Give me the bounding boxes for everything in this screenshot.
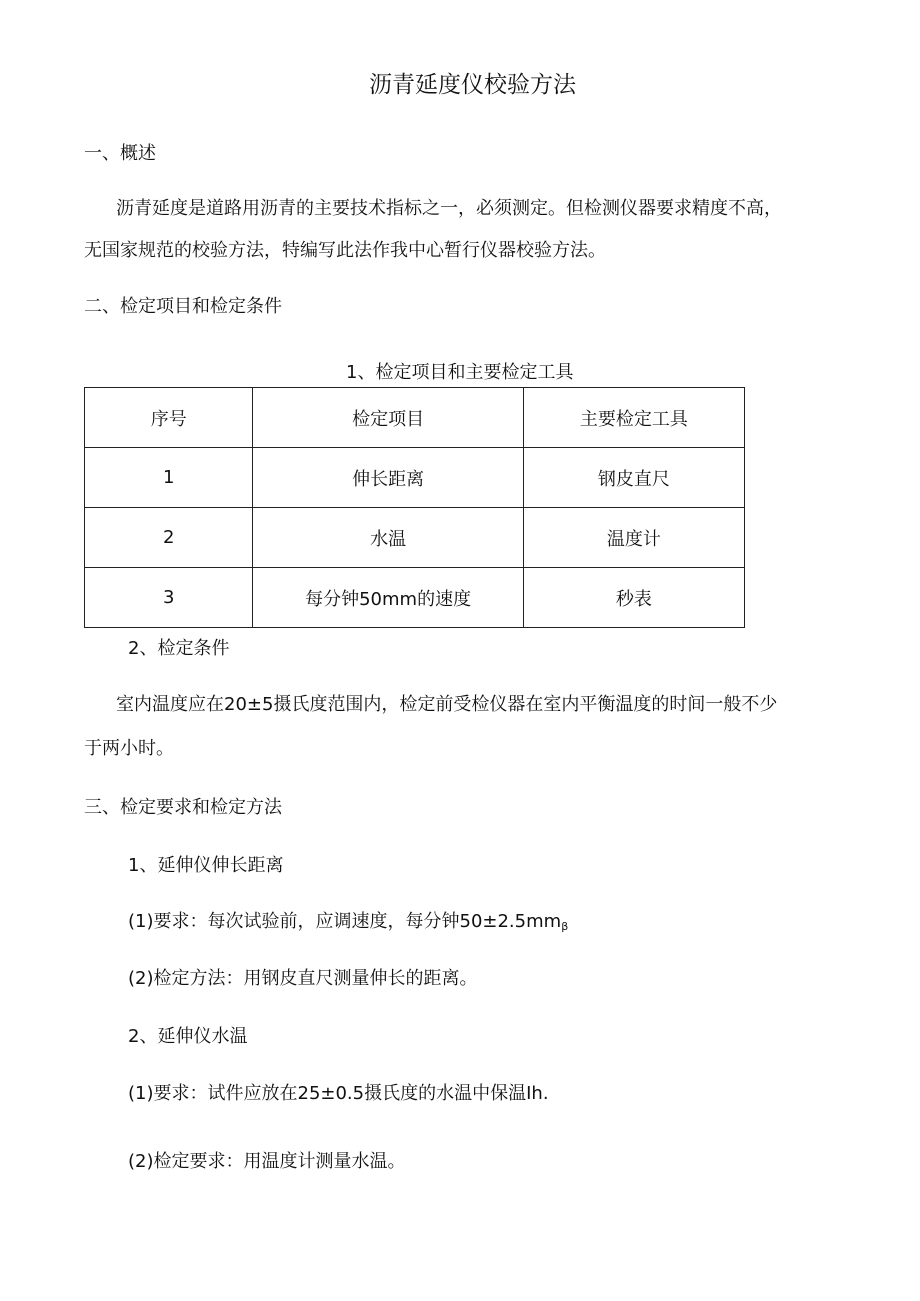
conditions-paragraph-line2: 于两小时。 [84, 738, 174, 759]
item2-heading: 2、延伸仪水温 [128, 1026, 248, 1047]
table-row [85, 508, 745, 568]
table-cell: 2 [85, 508, 253, 568]
table-cell: 温度计 [523, 508, 744, 568]
table-cell: 3 [85, 568, 253, 628]
table-cell: 秒表 [523, 568, 744, 628]
overview-paragraph-line2: 无国家规范的校验方法，特编写此法作我中心暂行仪器校验方法。 [84, 240, 606, 261]
item1-requirement [128, 910, 568, 939]
section-heading-overview: 一、概述 [84, 143, 156, 164]
table-row [85, 448, 745, 508]
table-header-cell: 检定项目 [253, 388, 523, 448]
table-header-cell: 主要检定工具 [523, 388, 744, 448]
table-caption: 1、检定项目和主要检定工具 [346, 362, 574, 383]
table-row [85, 568, 745, 628]
section-heading-items: 二、检定项目和检定条件 [84, 296, 282, 317]
item1-requirement-subscript: β [561, 920, 569, 933]
overview-paragraph-line1: 沥青延度是道路用沥青的主要技术指标之一，必须测定。但检测仪器要求精度不高， [116, 198, 782, 219]
section-heading-methods: 三、检定要求和检定方法 [84, 797, 282, 818]
table-cell: 水温 [253, 508, 523, 568]
table-cell: 钢皮直尺 [523, 448, 744, 508]
item2-requirement: (1)要求：试件应放在25±0.5摄氏度的水温中保温Ih. [128, 1083, 549, 1104]
item2-method: (2)检定要求：用温度计测量水温。 [128, 1151, 406, 1172]
item1-heading: 1、延伸仪伸长距离 [128, 855, 284, 876]
table-cell: 每分钟50mm的速度 [253, 568, 523, 628]
conditions-heading: 2、检定条件 [128, 638, 230, 659]
table-header-row [85, 388, 745, 448]
page-title: 沥青延度仪校验方法 [369, 72, 576, 98]
table-cell: 伸长距离 [253, 448, 523, 508]
item1-method: (2)检定方法：用钢皮直尺测量伸长的距离。 [128, 968, 478, 989]
table-cell: 1 [85, 448, 253, 508]
conditions-paragraph-line1: 室内温度应在20±5摄氏度范围内，检定前受检仪器在室内平衡温度的时间一般不少 [116, 694, 778, 715]
table-header-cell: 序号 [85, 388, 253, 448]
item1-requirement-text: (1)要求：每次试验前，应调速度，每分钟50±2.5mm [128, 911, 562, 932]
inspection-table [84, 387, 745, 628]
